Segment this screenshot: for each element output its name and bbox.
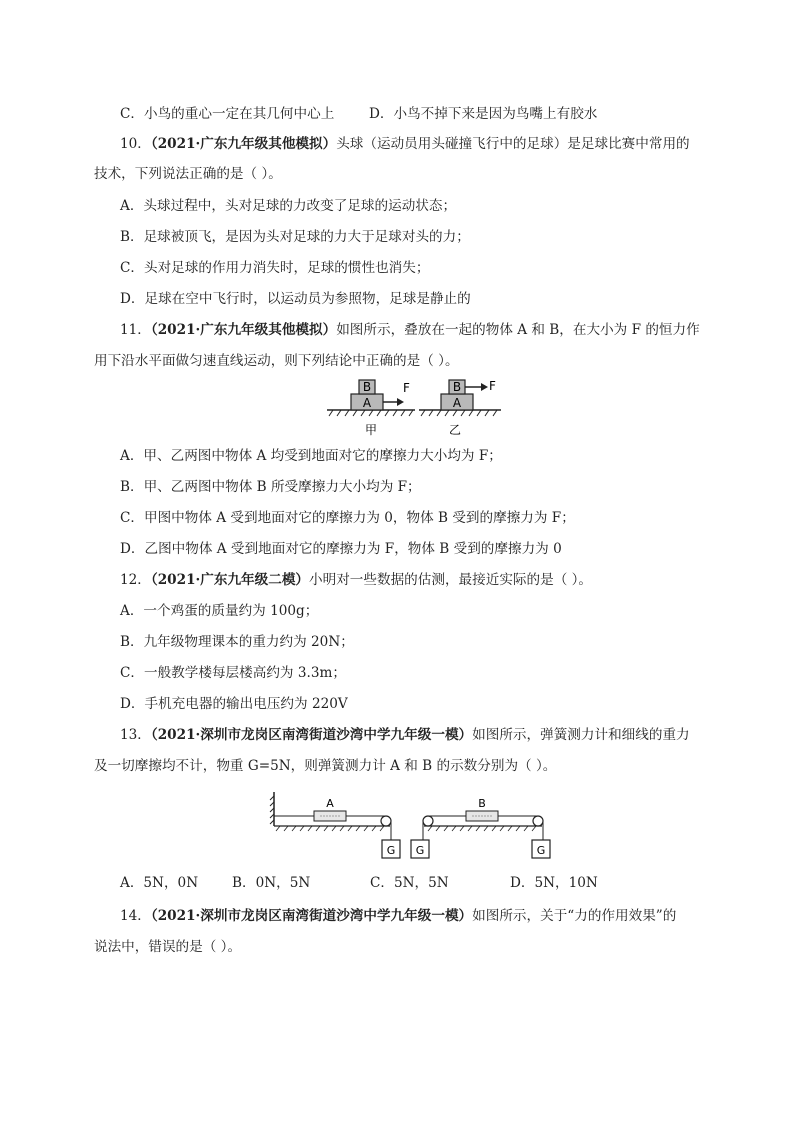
q10-source: （2021·广东九年级其他模拟） (150, 136, 337, 152)
weight-b-right-label: G (536, 844, 546, 857)
diagram-yi (419, 379, 501, 437)
q10-option-a: A．头球过程中，头对足球的力改变了足球的运动状态； (120, 198, 457, 214)
q14-stem-line2: 说法中，错误的是（ ）。 (94, 939, 242, 955)
q10-number: 10． (120, 136, 151, 152)
pulley-a (381, 816, 391, 826)
q9-option-c: C．小鸟的重心一定在其几何中心上 (120, 106, 335, 122)
q11-figure-svg (325, 376, 505, 442)
setup-a (270, 792, 400, 858)
q13-option-d: D．5N，10N (510, 875, 598, 891)
q13-option-c: C．5N，5N (370, 875, 449, 891)
q13-option-a: A．5N，0N (120, 875, 199, 891)
q14-source: （2021·深圳市龙岗区南湾街道沙湾中学九年级一模） (150, 908, 473, 924)
q12-stem-line1: 小明对一些数据的估测，最接近实际的是（ ）。 (309, 572, 593, 588)
q12-source: （2021·广东九年级二模） (150, 572, 310, 588)
meter-b-label: B (478, 797, 486, 810)
q10-stem (120, 135, 690, 153)
q9-option-d: D．小鸟不掉下来是因为鸟嘴上有胶水 (369, 106, 598, 122)
q10-option-d: D．足球在空中飞行时，以运动员为参照物，足球是静止的 (120, 291, 471, 307)
caption-jia: 甲 (364, 423, 378, 437)
pulley-b-right (533, 816, 543, 826)
q11-stem-line1: 如图所示，叠放在一起的物体 A 和 B，在大小为 F 的恒力作 (336, 322, 700, 338)
q12-option-b: B．九年级物理课本的重力约为 20N； (120, 634, 354, 650)
setup-b (411, 797, 550, 858)
block-a-label-yi: A (452, 396, 462, 410)
q12-stem (120, 571, 592, 589)
q13-source: （2021·深圳市龙岗区南湾街道沙湾中学九年级一模） (150, 727, 473, 743)
q10-option-b: B．足球被顶飞，是因为头对足球的力大于足球对头的力； (120, 229, 470, 245)
q13-number: 13． (120, 727, 151, 743)
q12-option-a: A．一个鸡蛋的质量约为 100g； (120, 603, 319, 619)
q10-stem-line2: 技术，下列说法正确的是（ ）。 (94, 166, 282, 182)
q12-number: 12． (120, 572, 151, 588)
q11-option-b: B．甲、乙两图中物体 B 所受摩擦力大小均为 F； (120, 479, 421, 495)
q13-figure-svg (268, 788, 558, 864)
q10-stem-line1: 头球（运动员用头碰撞飞行中的足球）是足球比赛中常用的 (336, 136, 690, 152)
q11-source: （2021·广东九年级其他模拟） (150, 322, 337, 338)
q13-stem-line2: 及一切摩擦均不计，物重 G=5N，则弹簧测力计 A 和 B 的示数分别为（ ）。 (94, 758, 557, 774)
block-b-label-yi: B (452, 380, 462, 394)
q11-option-d: D．乙图中物体 A 受到地面对它的摩擦力为 F，物体 B 受到的摩擦力为 0 (120, 541, 562, 557)
q12-option-c: C．一般教学楼每层楼高约为 3.3m； (120, 665, 346, 681)
q11-option-a: A．甲、乙两图中物体 A 均受到地面对它的摩擦力大小均为 F； (120, 448, 502, 464)
block-b-label-jia: B (362, 380, 372, 394)
caption-yi: 乙 (448, 423, 462, 437)
meter-a-label: A (326, 797, 334, 810)
q11-stem-line2: 用下沿水平面做匀速直线运动，则下列结论中正确的是（ ）。 (94, 353, 459, 369)
q14-stem-line1: 如图所示，关于“力的作用效果”的 (472, 908, 677, 924)
q11-stem (120, 321, 700, 339)
q11-option-c: C．甲图中物体 A 受到地面对它的摩擦力为 0，物体 B 受到的摩擦力为 F； (120, 510, 575, 526)
q13-figure (268, 788, 558, 868)
q14-number: 14． (120, 908, 151, 924)
q13-stem (120, 726, 690, 744)
q10-option-c: C．头对足球的作用力消失时，足球的惯性也消失； (120, 260, 430, 276)
block-a-label-jia: A (362, 396, 372, 410)
weight-a-label: G (386, 844, 396, 857)
q13-stem-line1: 如图所示，弹簧测力计和细线的重力 (472, 727, 690, 743)
diagram-jia (327, 380, 415, 437)
force-label-yi: F (489, 379, 496, 393)
force-label-jia: F (403, 381, 410, 395)
weight-b-left-label: G (415, 844, 425, 857)
q13-option-b: B．0N，5N (232, 875, 311, 891)
q11-number: 11． (120, 322, 151, 338)
q12-option-d: D．手机充电器的输出电压约为 220V (120, 696, 348, 712)
q11-figure (325, 376, 505, 446)
q14-stem (120, 907, 676, 925)
pulley-b-left (423, 816, 433, 826)
